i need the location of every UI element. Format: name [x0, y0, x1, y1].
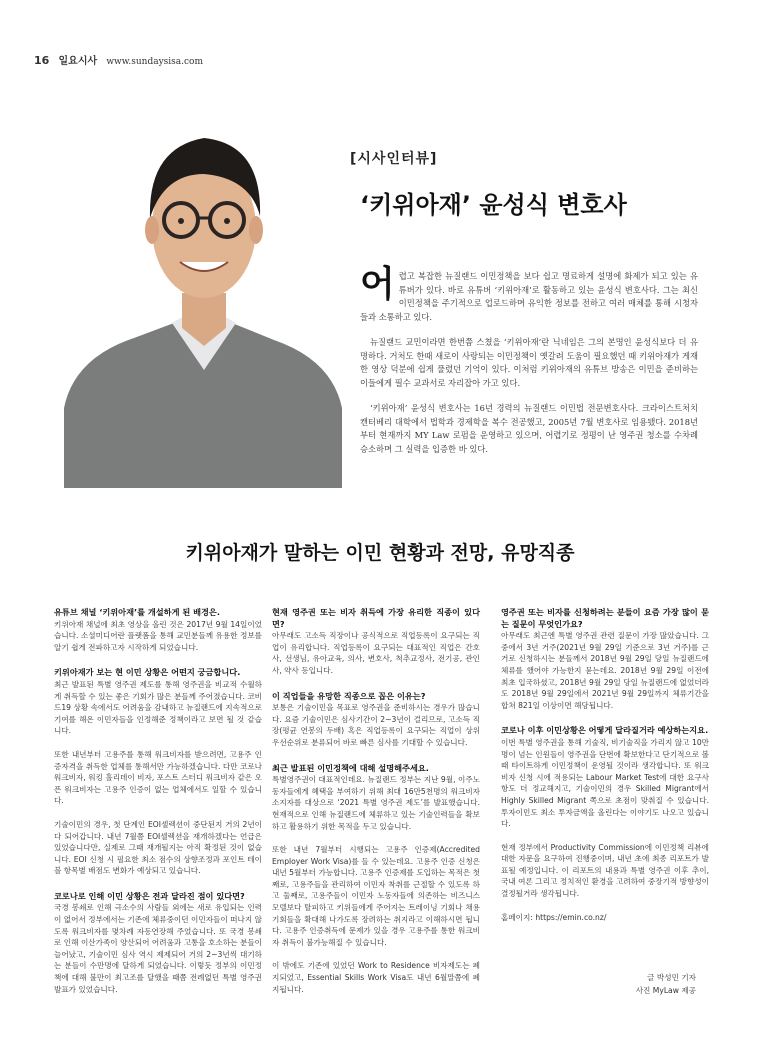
photo-credit: 사진 MyLaw 제공 [635, 986, 696, 995]
answer: 키위아재 채널에 최초 영상을 올린 것은 2017년 9월 14일이었습니다. 소셜미디어란 플랫폼을 통해 교민분들께 유용한 정보를 알기 쉽게 전파하고자 시작하게 되었습니다. [54, 619, 262, 652]
article-headline: ‘키위아재’ 윤성식 변호사 [360, 191, 627, 219]
question: 키위아재가 보는 현 이민 상황은 어떤지 궁금합니다. [54, 667, 241, 678]
article-credit [636, 971, 696, 997]
section-subheadline: 키위아재가 말하는 이민 현황과 전망, 유망직종 [185, 542, 575, 564]
article-tag: [시사인터뷰] [350, 151, 438, 167]
question: 영주권 또는 비자를 신청하려는 분들이 요즘 가장 많이 묻는 질문이 무엇인가요? [501, 607, 709, 629]
portrait-photo [64, 108, 342, 488]
question: 유튜브 채널 ‘키위아재’를 개설하게 된 배경은. [54, 607, 220, 617]
column-1 [54, 607, 262, 1007]
answer: 특별영주권이 대표적인데요. 뉴질랜드 정부는 지난 9월, 이주노동자들에게 혜택을 부여하기 위해 최대 16만5천명의 워크비자 소지자를 대상으로 ‘2021 특별 영주권 제도’를 발표했습니다. 현재적으로 인해 뉴질랜드에 체류하고 있는 기술인력들을 확보하고 활용하기 위한 목적을 두고 있습니다. [272, 775, 480, 831]
question: 최근 발표된 이민정책에 대해 설명해주세요. [272, 762, 429, 773]
publication-url: www.sundaysisa.com [106, 57, 203, 67]
answer: 보통은 기술이민을 목표로 영주권을 준비하시는 경우가 많습니다. 요즘 기술이민은 심사기간이 2~3년이 걸리므로, 고소득 직장(평균 연봉의 두배) 혹은 직업등록이 요구되는 직업이 상위 우선순위로 분류되어 바로 빠른 심사를 기대할 수 있습니다. [272, 703, 480, 747]
answer: 아무래도 고소득 직장이나 공식적으로 직업등록이 요구되는 직업이 유리합니다. 직업등록이 요구되는 대표적인 직업은 간호사, 선생님, 유아교육, 의사, 변호사, 척추교정사, 전기공, 관인사, 약사 등입니다. [272, 631, 480, 675]
answer: 이 밖에도 기존에 있었던 Work to Residence 비자제도는 폐지되었고, Essential Skills Work Visa도 내년 6월말쯤에 폐지됩니다. [272, 961, 480, 994]
intro-text-1: 렵고 복잡한 뉴질랜드 이민정책을 보다 쉽고 명료하게 설명에 화제가 되고 있는 유튜버가 있다. 바로 유튜버 ‘키위아재’로 활동하고 있는 윤성식 변호사다. 그는 최신 이민정책을 주기적으로 업로드하며 유익한 정보를 전하고 여러 매체를 통해 시청자들과 소통하고 있다. [360, 271, 698, 322]
intro-paragraph-1 [360, 264, 698, 324]
answer: 아무래도 최근엔 특별 영주권 관련 질문이 가장 많았습니다. 그 중에서 3년 거주(2021년 9월 29일 기준으로 3년 거주)를 근거로 신청하시는 분들께서 2018년 9월 29일 당일 뉴질랜드에 체류를 했어야 가능한지 묻는데요. 2018년 9월 29일 이전에 최초 입국하셨고, 2018년 9월 29일 당일 뉴질랜드에 없었더라도 2018년 9월 29일에서 2021년 9월 29일까지 체류기간을 합쳐 821일 이상이면 해당됩니다. [501, 631, 709, 710]
question: 현재 영주권 또는 비자 취득에 가장 유리한 직종이 있다면? [272, 607, 480, 629]
question: 이 직업들을 유망한 직종으로 꼽은 이유는? [272, 690, 426, 701]
intro-paragraph-2: 뉴질랜드 교민이라면 한번쯤 스쳤을 ‘키위아재’란 닉네임은 그의 본명인 윤성식보다 더 유명하다. 거처도 한때 새로이 사랑되는 이민정책이 옛갈려 도움이 필요했던 때 키위아재가 게재한 영상 덕분에 쉽게 풀렸던 기억이 있다. 이처럼 키위아재의 유튜브 방송은 이민을 준비하는 이들에게 필수 교과서로 자리잡아 가고 있다. [360, 337, 698, 388]
answer: 이번 특별 영주권을 통해 기술직, 비기술직을 가리지 않고 10만명이 넘는 인원들이 영주권을 단번에 확보한다고 단기적으로 볼 때 타이트하게 이민정책이 운영될 것이라 생각합니다. 또 워크비자 신청 시에 적용되는 Labour Market Test에 대한 요구사항도 더 정교해지고, 기술이민의 경우 Skilled Migrant에서 Highly Skilled Migrant 쪽으로 초점이 맞춰질 수 있습니다. 투자이민도 최소 투자금액을 올린다는 이야기도 나오고 있습니다. [501, 737, 709, 829]
answer: 또한 내년 7월부터 시행되는 고용주 인증제(Accredited Employer Work Visa)를 들 수 있는데요. 고용주 인증 신청은 내년 5월부터 가능합니다. 고용주 인증제를 도입하는 목적은 첫째로, 고용주들을 관리하여 이민자 착취를 근절할 수 있도록 하고 둘째로, 고용주들이 이민자 노동자들에 의존하는 비즈니스 모델보다 탈피하고 키위들에게 주어지는 트레이닝 기회나 채용 기회들을 확대해 나가도록 장려하는 취지라고 이해하시면 됩니다. 고용주 인증취득에 문제가 있을 경우 고용주를 통한 워크비자 취득이 불가능해질 수 있습니다. [272, 845, 480, 947]
question: 코로나 이후 이민상황은 어떻게 달라질거라 예상하는지요. [501, 725, 709, 736]
answer: 현재 정부에서 Productivity Commission에 이민정책 리뷰에 대한 자문을 요구하여 진행중이며, 내년 초에 최종 리포트가 발표될 예정입니다. 이 리포트의 내용과 특별 영주권 이후 추이, 국내 여론 그리고 정치적인 환경을 고려하여 중장기적 방향성이 결정될거라 생각됩니다. [501, 842, 709, 899]
portrait-illustration [64, 108, 342, 488]
question: 코로나로 인해 이민 상황은 전과 달라진 점이 있다면? [54, 890, 245, 901]
column-3 [501, 607, 709, 935]
answer: 국경 봉쇄로 인해 극소수의 사람들 외에는 새로 유입되는 인력이 없어서 정부에서는 기존에 체류중이던 이민자들이 떠나지 않도록 워크비자를 몇차례 자동연장해 주었습니다. 또 국경 봉쇄로 인해 이산가족이 양산되어 어려움과 고통을 호소하는 분들이 늘어났고, 기술이민 심사 역시 제제되어 거의 2~3년씩 대기하는 분들이 수만명에 달하게 되었습니다. 이렇듯 정부의 이민정책에 대해 불만이 최고조를 달했을 때쯤 전례없던 특별 영주권 발표가 있었습니다. [54, 903, 262, 994]
answer: 기술이민의 경우, 첫 단계인 EOI셀렉션이 중단된지 거의 2년이 다 되어갑니다. 내년 7월쯤 EOI셀렉션을 재개하겠다는 언급은 있었습니다만, 실제로 그때 재개될지는 아직 확정된 것이 없습니다. EOI 신청 시 필요한 최소 점수의 상향조정과 포인트 테이블 항목별 배점도 변화가 예상되고 있습니다. [54, 819, 262, 876]
intro-paragraph-3: ‘키위아재’ 윤성식 변호사는 16년 경력의 뉴질랜드 이민법 전문변호사다. 크라이스트처치 캔터베리 대학에서 법학과 경제학을 복수 전공했고, 2005년 7월 변호사로 임용됐다. 2018년부터 현재까지 MY Law 로펌을 운영하고 있으며, 어렵기로 정평이 난 영주권 청소를 수차례 승소하며 그 실력을 입증한 바 있다. [360, 403, 698, 454]
drop-cap: 어 [360, 264, 395, 305]
answer: 또한 내년부터 고용주를 통해 워크비자를 받으려면, 고용주 인증자격을 취득한 업체를 통해서만 가능하겠습니다. 다만 코로나 워크비자, 워킹 홀리데이 비자, 포스트 스터디 워크비자 같은 오픈 워크비자는 고용주 인증이 없는 업체에서도 일할 수 있습니다. [54, 749, 262, 806]
article-intro [360, 264, 698, 468]
reporter-credit: 글 박성민 기자 [647, 973, 696, 982]
page-header [34, 52, 203, 67]
page-number: 16 [34, 54, 50, 67]
answer: 최근 발표된 특별 영주권 제도를 통해 영주권을 비교적 수월하게 취득할 수 있는 좋은 기회가 많은 분들께 주어졌습니다. 코비드19 상황 속에서도 어려움을 감내하고 뉴질랜드에 지속적으로 기여를 해온 이민자들을 인정해준 정책이라고 보면 될 것 같습니다. [54, 679, 262, 736]
publication-name: 일요시사 [58, 56, 98, 67]
homepage-link[interactable]: 홈페이지: https://emin.co.nz/ [501, 912, 607, 922]
column-2 [272, 607, 480, 1007]
